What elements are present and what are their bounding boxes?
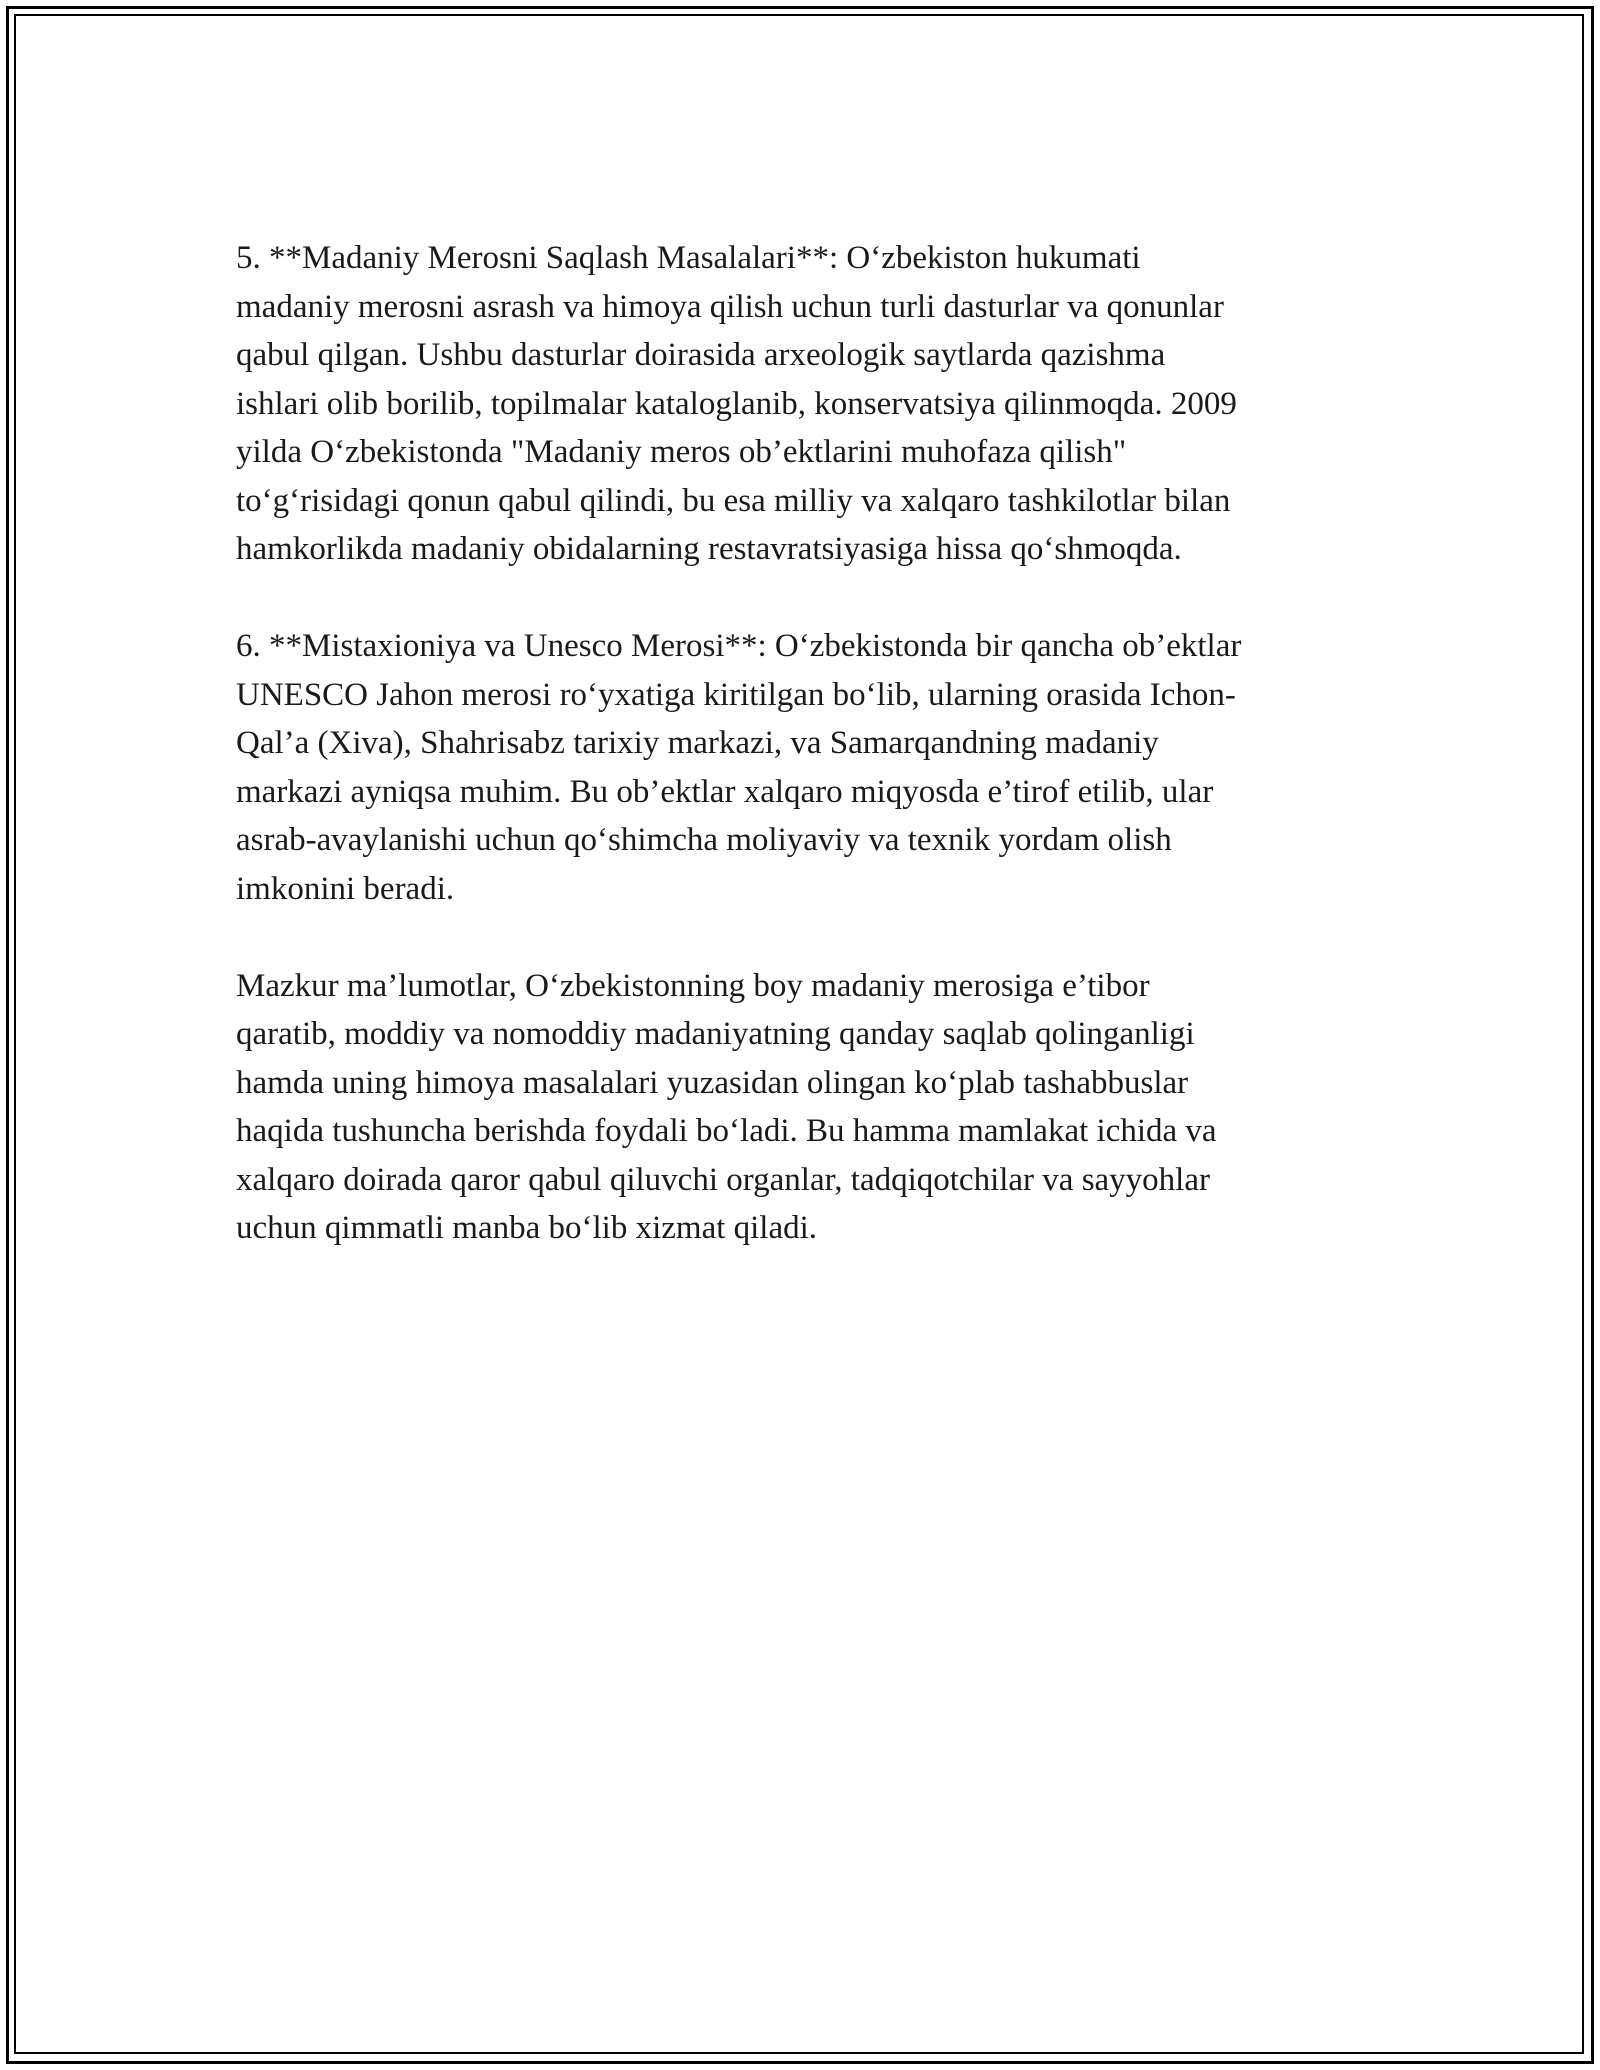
- text-line: qabul qilgan. Ushbu dasturlar doirasida arxeologik saytlarda qazishma: [236, 337, 1166, 373]
- paragraph-conclusion: [236, 962, 1386, 1253]
- text-line: markazi ayniqsa muhim. Bu ob’ektlar xalqaro miqyosda e’tirof etilib, ular: [236, 773, 1214, 810]
- text-line: madaniy merosni asrash va himoya qilish uchun turli dasturlar va qonunlar: [236, 288, 1224, 325]
- text-line: uchun qimmatli manba bo‘lib xizmat qiladi.: [236, 1210, 818, 1246]
- text-line: asrab-avaylanishi uchun qo‘shimcha moliyaviy va texnik yordam olish: [236, 822, 1172, 858]
- document-body: [236, 234, 1386, 1301]
- text-line: UNESCO Jahon merosi ro‘yxatiga kiritilgan bo‘lib, ularning orasida Ichon-: [236, 676, 1236, 713]
- text-line: imkonini beradi.: [236, 870, 455, 907]
- text-line: qaratib, moddiy va nomoddiy madaniyatning qanday saqlab qolinganligi: [236, 1016, 1195, 1052]
- paragraph-unesco-heritage: [236, 622, 1386, 913]
- paragraph-heritage-preservation: [236, 234, 1386, 574]
- text-line: hamda uning himoya masalalari yuzasidan olingan ko‘plab tashabbuslar: [236, 1064, 1189, 1101]
- text-line: hamkorlikda madaniy obidalarning restavratsiyasiga hissa qo‘shmoqda.: [236, 531, 1182, 567]
- text-line: haqida tushuncha berishda foydali bo‘ladi. Bu hamma mamlakat ichida va: [236, 1113, 1217, 1149]
- text-line: to‘g‘risidagi qonun qabul qilindi, bu esa milliy va xalqaro tashkilotlar bilan: [236, 482, 1231, 519]
- text-line: 6. **Mistaxioniya va Unesco Merosi**: O‘zbekistonda bir qancha ob’ektlar: [236, 628, 1242, 664]
- text-line: yilda O‘zbekistonda "Madaniy meros ob’ektlarini muhofaza qilish": [236, 434, 1127, 470]
- text-line: ishlari olib borilib, topilmalar kataloglanib, konservatsiya qilinmoqda. 2009: [236, 385, 1237, 422]
- text-line: xalqaro doirada qaror qabul qiluvchi organlar, tadqiqotchilar va sayyohlar: [236, 1161, 1210, 1198]
- text-line: 5. **Madaniy Merosni Saqlash Masalalari**: O‘zbekiston hukumati: [236, 240, 1141, 276]
- text-line: Qal’a (Xiva), Shahrisabz tarixiy markazi, va Samarqandning madaniy: [236, 725, 1159, 761]
- text-line: Mazkur ma’lumotlar, O‘zbekistonning boy madaniy merosiga e’tibor: [236, 967, 1150, 1004]
